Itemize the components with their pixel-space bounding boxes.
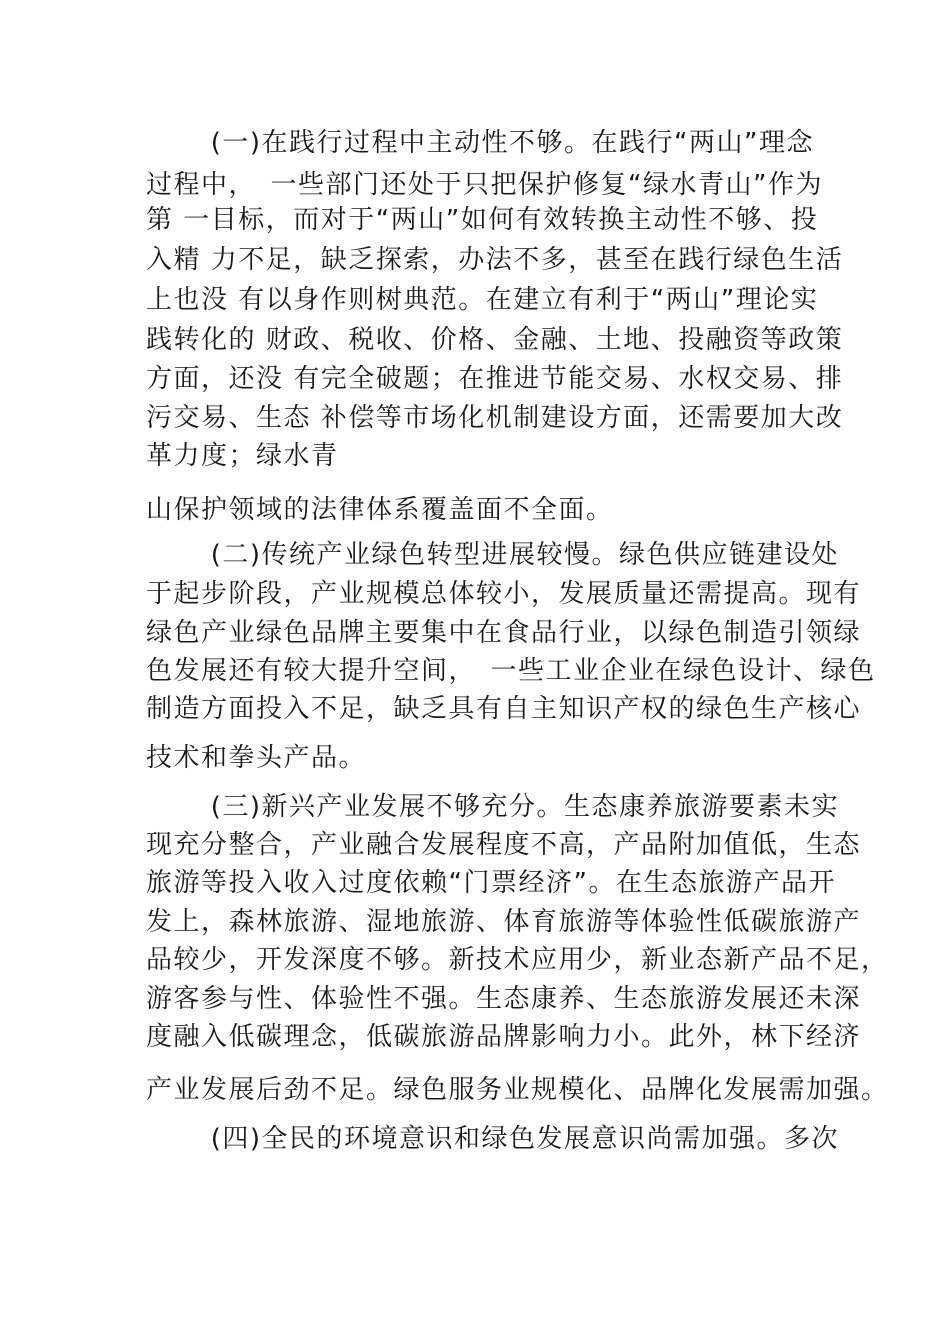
text-line: 旅游等投入收入过度依赖“门票经济”。在生态旅游产品开	[146, 868, 836, 898]
text-line: (一)在践行过程中主动性不够。在践行“两山”理念	[146, 128, 814, 158]
text-line: 方面，还没 有完全破题；在推进节能交易、水权交易、排	[146, 364, 844, 394]
text-line: 游客参与性、体验性不强。生态康养、生态旅游发展还未深	[146, 984, 862, 1014]
text-line: 制造方面投入不足，缺乏具有自主知识产权的绿色生产核心	[146, 694, 862, 724]
text-line: 色发展还有较大提升空间， 一些工业企业在绿色设计、绿色	[146, 656, 876, 686]
text-line: 过程中， 一些部门还处于只把保护修复“绿水青山”作为	[146, 170, 823, 200]
text-line: 山保护领域的法律体系覆盖面不全面。	[146, 495, 614, 525]
text-line: (四)全民的环境意识和绿色发展意识尚需加强。多次	[146, 1124, 840, 1154]
text-line: (二)传统产业绿色转型进展较慢。绿色供应链建设处	[146, 540, 840, 570]
text-line: 品较少，开发深度不够。新技术应用少，新业态新产品不足，	[146, 945, 889, 975]
text-line: 现充分整合，产业融合发展程度不高，产品附加值低，生态	[146, 830, 862, 860]
text-line: (三)新兴产业发展不够充分。生态康养旅游要素未实	[146, 792, 840, 822]
text-line: 于起步阶段，产业规模总体较小，发展质量还需提高。现有	[146, 579, 862, 609]
text-line: 发上，森林旅游、湿地旅游、体育旅游等体验性低碳旅游产	[146, 907, 862, 937]
text-line: 技术和拳头产品。	[146, 743, 367, 773]
text-line: 革力度；绿水青	[146, 441, 339, 471]
text-line: 产业发展后劲不足。绿色服务业规模化、品牌化发展需加强。	[146, 1075, 889, 1105]
text-line: 污交易、生态 补偿等市场化机制建设方面，还需要加大改	[146, 403, 844, 433]
text-line: 践转化的 财政、税收、价格、金融、土地、投融资等政策	[146, 325, 844, 355]
text-line: 度融入低碳理念，低碳旅游品牌影响力小。此外，林下经济	[146, 1022, 862, 1052]
text-line: 绿色产业绿色品牌主要集中在食品行业，以绿色制造引领绿	[146, 618, 862, 648]
text-line: 第 一目标，而对于“两山”如何有效转换主动性不够、投	[146, 205, 819, 235]
text-line: 入精 力不足，缺乏探索，办法不多，甚至在践行绿色生活	[146, 245, 844, 275]
text-line: 上也没 有以身作则树典范。在建立有利于“两山”理论实	[146, 285, 819, 315]
